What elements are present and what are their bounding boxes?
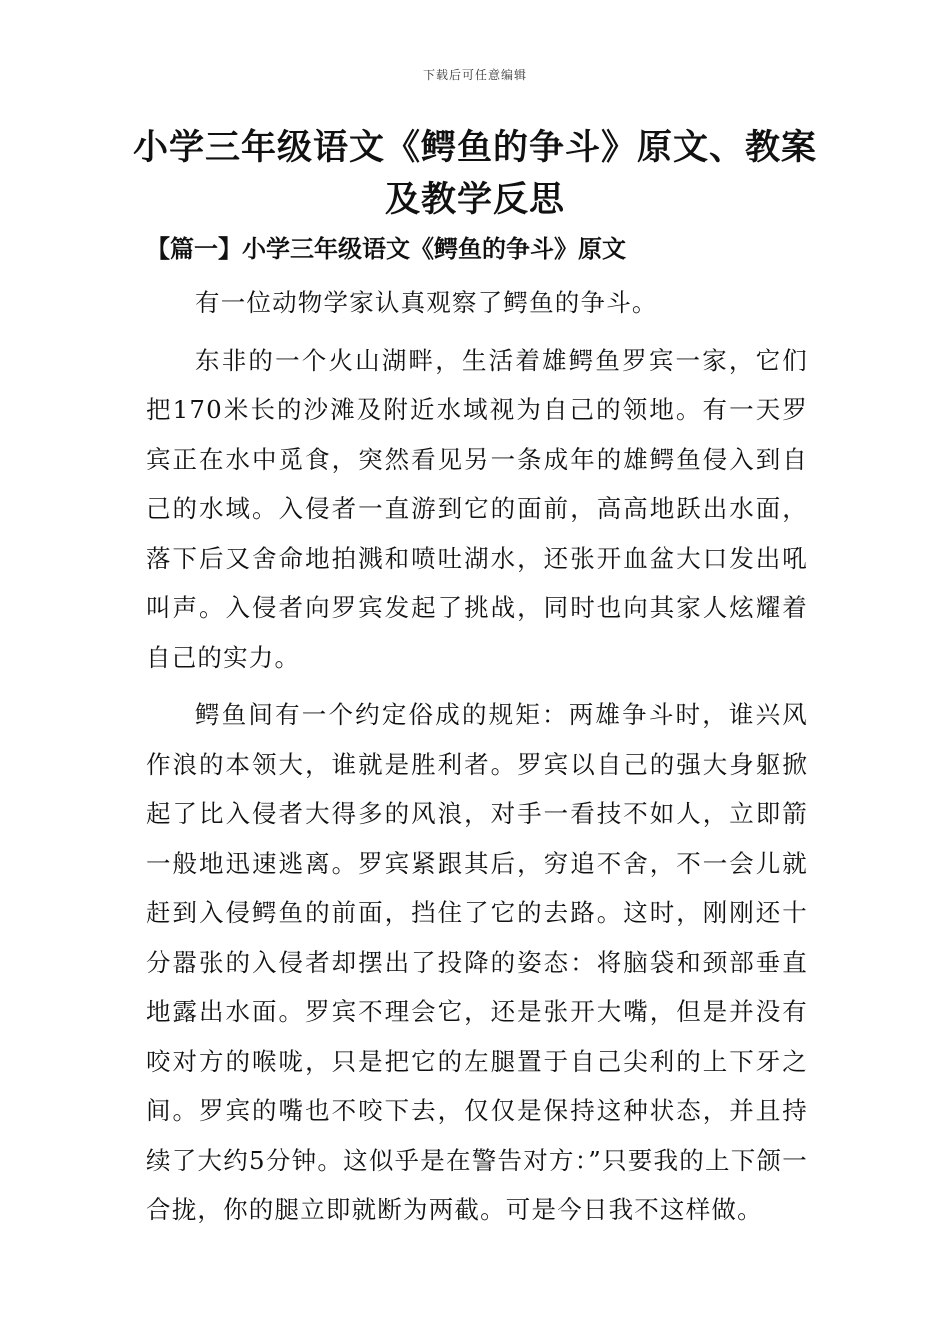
paragraph-2: 东非的一个火山湖畔，生活着雄鳄鱼罗宾一家，它们把170米长的沙滩及附近水域视为自己的领地。有一天罗宾正在水中觅食，突然看见另一条成年的雄鳄鱼侵入到自己的水域。入侵者一直游到它的面前，高高地跃出水面，落下后又舍命地拍溅和喷吐湖水，还张开血盆大口发出吼叫声。入侵者向罗宾发起了挑战，同时也向其家人炫耀着自己的实力。 (146, 345, 808, 672)
section-heading: 【篇一】小学三年级语文《鳄鱼的争斗》原文 (146, 234, 626, 263)
document-title: 小学三年级语文《鳄鱼的争斗》原文、教案及教学反思 (132, 128, 817, 220)
page-header-note: 下载后可任意编辑 (422, 68, 527, 82)
paragraph-1: 有一位动物学家认真观察了鳄鱼的争斗。 (195, 288, 658, 317)
body-text (146, 278, 808, 1235)
paragraph-3: 鳄鱼间有一个约定俗成的规矩：两雄争斗时，谁兴风作浪的本领大，谁就是胜利者。罗宾以自己的强大身躯掀起了比入侵者大得多的风浪，对手一看技不如人，立即箭一般地迅速逃离。罗宾紧跟其后，穷追不舍，不一会儿就赶到入侵鳄鱼的前面，挡住了它的去路。这时，刚刚还十分嚣张的入侵者却摆出了投降的姿态：将脑袋和颈部垂直地露出水面。罗宾不理会它，还是张开大嘴，但是并没有咬对方的喉咙，只是把它的左腿置于自己尖利的上下牙之间。罗宾的嘴也不咬下去，仅仅是保持这种状态，并且持续了大约5分钟。这似乎是在警告对方：”只要我的上下颌一合拢，你的腿立即就断为两截。可是今日我不这样做。 (146, 700, 808, 1224)
